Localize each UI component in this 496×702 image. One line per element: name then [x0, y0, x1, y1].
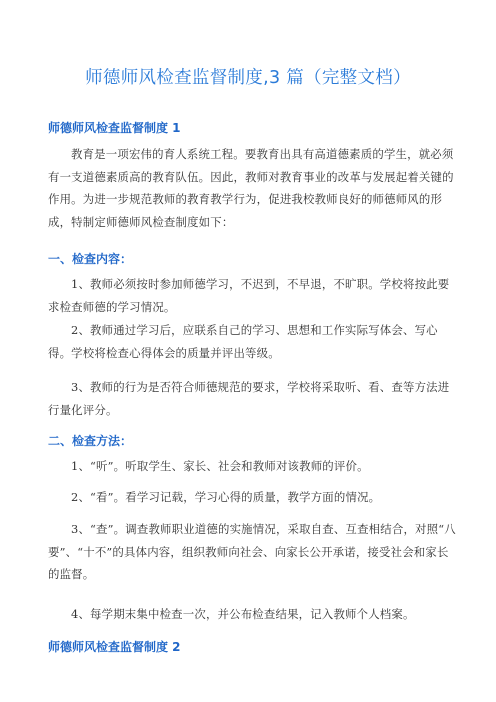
method-heading: 二、检查方法：: [48, 434, 133, 448]
method-item-3: 3、“查”。调查教师职业道德的实施情况，采取自查、互查相结合，对照“八要”、“十不”的具体内容，组织教师向社会、向家长公开承诺，接受社会和家长的监督。: [48, 522, 456, 581]
content-item-2: 2、教师通过学习后，应联系自己的学习、思想和工作实际写体会、写心得。学校将检查心得体会的质量并评出等级。: [48, 323, 438, 360]
section-1-heading: 师德师风检查监督制度 1: [48, 121, 181, 135]
content-item-1: 1、教师必须按时参加师德学习，不迟到，不早退，不旷职。学校将按此要求检查师德的学习情况。: [48, 277, 450, 314]
content-heading: 一、检查内容：: [48, 252, 133, 266]
content-item-3: 3、教师的行为是否符合师德规范的要求，学校将采取听、看、查等方法进行量化评分。: [48, 380, 450, 417]
intro-paragraph: 教育是一项宏伟的育人系统工程。要教育出具有高道德素质的学生，就必须有一支道德素质高的教育队伍。因此，教师对教育事业的改革与发展起着关键的作用。为进一步规范教师的教育教学行为，促进我校教师良好的师德师风的形成，特制定师德师风检查制度如下：: [48, 147, 454, 229]
method-item-4: 4、每学期末集中检查一次，并公布检查结果，记入教师个人档案。: [71, 607, 415, 621]
method-item-1: 1、“听”。听取学生、家长、社会和教师对该教师的评价。: [71, 459, 369, 473]
section-2-heading: 师德师风检查监督制度 2: [48, 640, 181, 654]
document-title: 师德师风检查监督制度,3 篇（完整文档）: [85, 68, 411, 88]
method-item-2: 2、“看”。看学习记载，学习心得的质量，教学方面的情况。: [71, 490, 381, 504]
